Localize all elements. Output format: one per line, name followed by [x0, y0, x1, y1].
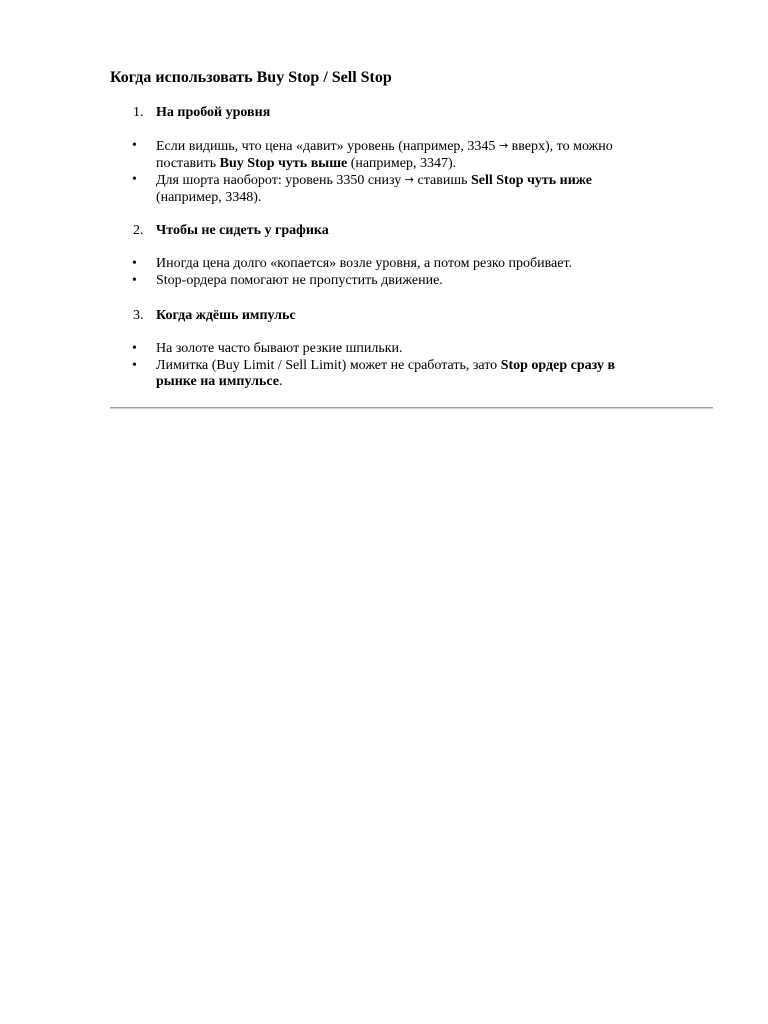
bullet-text: поставить [156, 155, 220, 171]
section-1 [110, 104, 713, 206]
list-number: 1. [133, 105, 144, 120]
list-item [110, 172, 713, 206]
arrow-right-icon: → [404, 173, 414, 186]
bullet-text: Stop-ордера помогают не пропустить движение. [156, 272, 443, 288]
bullet-icon: • [132, 172, 137, 187]
numbered-heading-2 [110, 222, 713, 239]
section-3 [110, 307, 713, 391]
bullet-list [110, 256, 713, 289]
bullet-text: (например, 3348). [156, 189, 262, 205]
arrow-right-icon: → [498, 139, 509, 152]
bullet-text: ставишь [414, 173, 471, 188]
section-heading: На пробой уровня [156, 105, 271, 120]
bullet-text: На золоте часто бывают резкие шпильки. [156, 341, 403, 356]
section-2 [110, 222, 713, 289]
bullet-text: . [278, 374, 283, 389]
bullet-list [110, 138, 713, 206]
bullet-icon: • [132, 341, 137, 356]
bullet-text: Если видишь, что цена «давит» уровень (например, 3345 [156, 139, 499, 154]
numbered-heading-1 [110, 104, 713, 121]
list-number: 3. [133, 308, 144, 323]
bullet-bold-text: Buy Stop чуть выше [219, 155, 348, 171]
bullet-text: Лимитка (Buy Limit / Sell Limit) может не сработать, зато [156, 357, 501, 373]
numbered-heading-3 [110, 307, 713, 324]
horizontal-rule [110, 407, 713, 409]
bullet-icon: • [132, 272, 137, 288]
bullet-text: вверх), то можно [508, 139, 613, 154]
list-item [110, 138, 713, 172]
bullet-text: Для шорта наоборот: уровень 3350 снизу [156, 173, 405, 188]
document-title: Когда использовать Buy Stop / Sell Stop [110, 69, 392, 86]
bullet-list [110, 341, 713, 391]
bullet-bold-text: Sell Stop чуть ниже [470, 173, 592, 188]
list-item [110, 341, 713, 358]
section-heading: Чтобы не сидеть у графика [156, 223, 329, 238]
bullet-icon: • [132, 357, 137, 373]
bullet-icon: • [132, 256, 137, 271]
bullet-bold-text: Stop ордер сразу в [500, 357, 615, 373]
bullet-bold-text: рынке на импульсе [156, 374, 279, 389]
list-item [110, 273, 713, 290]
list-number: 2. [133, 223, 144, 238]
list-item [110, 358, 713, 391]
section-heading: Когда ждёшь импульс [156, 308, 296, 323]
bullet-icon: • [132, 138, 137, 153]
bullet-text: Иногда цена долго «копается» возле уровня, а потом резко пробивает. [156, 256, 573, 271]
bullet-text: (например, 3347). [347, 155, 457, 171]
list-item [110, 256, 713, 273]
